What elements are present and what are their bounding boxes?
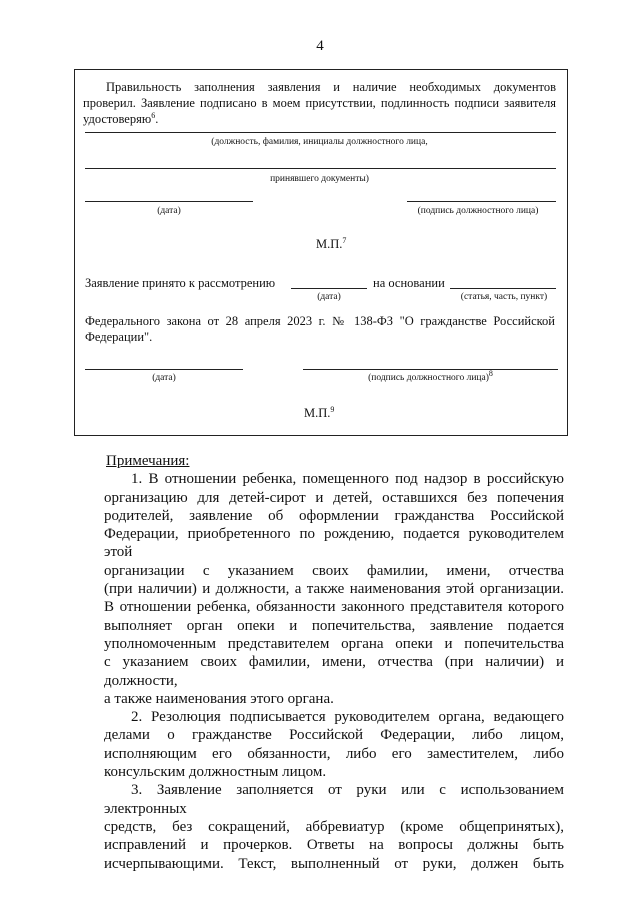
note-3: 3. Заявление заполняется от руки или с использованием электронных средств, без сокращений, аббревиатур (кроме общепринятых), исправлений и прочерков. Ответы на вопросы должны быть исчерпывающими. Текст, выполненный от руки, должен быть [104,782,564,872]
notes-section [104,452,564,873]
footnote-ref-6: 6 [151,110,156,120]
signature-line-2 [303,369,558,370]
date-line [85,201,253,202]
basis-label: на основании [373,276,445,290]
accepted-date-line [291,288,367,289]
official-name-line-2 [85,168,556,169]
notes-title: Примечания: [106,453,190,469]
date-caption-2: (дата) [152,373,176,383]
accepted-date-caption: (дата) [317,292,341,302]
signature-caption-2: (подпись должностного лица)$^8$ [368,368,493,383]
law-text-2: Федерации". [85,330,153,344]
official-verification-form [74,69,568,436]
law-text-1: Федерального закона от 28 апреля 2023 г. № 138-ФЗ "О гражданстве Российской [85,314,555,328]
seal-label-2: М.П.$^9$ [304,404,335,420]
note-1: 1. В отношении ребенка, помещенного под надзор в российскую организацию для детей-сирот и детей, оставшихся без попечения родителей, заявление об оформлении гражданства Российской Федерации, приобретенного по рождению, подается руководителем этой организации с указанием своих фамилии, имени, отчества (при наличии) и должности, а также наименования этой организации. В отношении ребенка, обязанности законного представителя которого выполняет орган опеки и попечительства, заявление подается уполномоченным представителем органа опеки и попечительства с указанием своих фамилии, имени, отчества (при наличии) и должности, а также наименования этого органа. [104,471,564,707]
signature-line [407,201,556,202]
note-2: 2. Резолюция подписывается руководителем органа, ведающего делами о гражданстве Российской Федерации, либо лицом, исполняющим его обязанности, либо его заместителем, либо консульским должностным лицом. [104,709,564,781]
verification-line-3: удостоверяю$^6$. [83,110,159,126]
date-line-2 [85,369,243,370]
signature-caption: (подпись должностного лица) [417,206,539,216]
official-caption-1: (должность, фамилия, инициалы должностного лица, [211,137,428,147]
official-name-line [85,132,556,133]
article-caption: (статья, часть, пункт) [460,292,548,302]
page-number: 4 [316,38,324,54]
date-caption: (дата) [157,206,181,216]
verification-line-1: Правильность заполнения заявления и наличие необходимых документов [106,80,556,94]
seal-label-1: М.П.$^7$ [316,235,347,251]
accepted-label: Заявление принято к рассмотрению [85,276,276,290]
article-line [450,288,556,289]
verification-line-2: проверил. Заявление подписано в моем присутствии, подлинность подписи заявителя [83,96,556,110]
official-caption-2: принявшего документы) [270,174,369,184]
